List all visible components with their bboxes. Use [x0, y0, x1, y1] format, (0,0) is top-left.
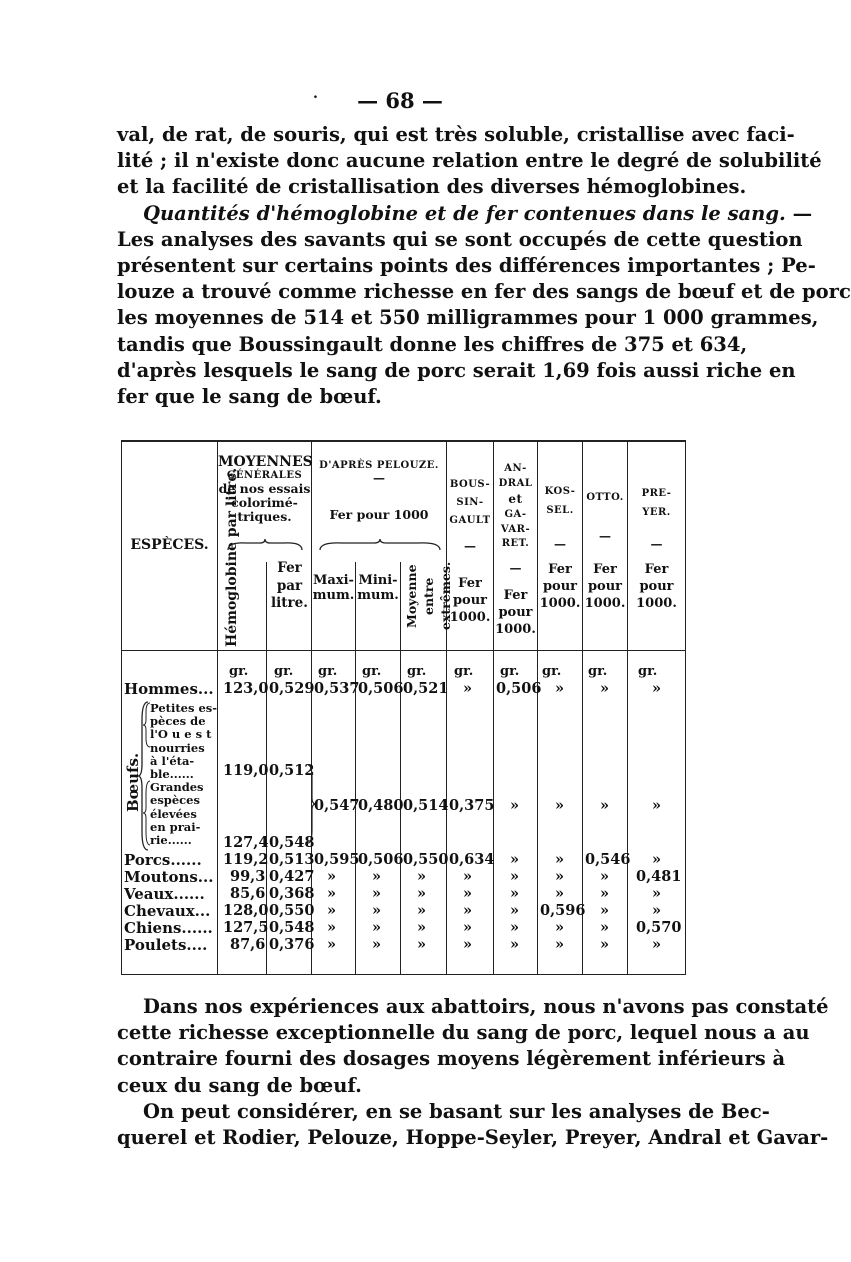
cell-boussingault: »: [463, 919, 473, 936]
header-line: GÉNÉRALES: [226, 470, 303, 482]
cell-hemo: 119,0: [223, 762, 269, 779]
page-number: [0, 88, 800, 113]
cell-hemo: 119,2: [223, 851, 269, 868]
header-line: Fer: [277, 560, 302, 576]
data-table: [121, 440, 686, 975]
header-fer-pour-mille: [583, 562, 627, 613]
header-line: mum.: [312, 587, 355, 603]
cell-otto: »: [600, 936, 610, 953]
cell-otto: 0,546: [585, 851, 631, 868]
cell-hemo: 127,4: [223, 834, 269, 851]
text-line: d'après lesquels le sang de porc serait 1,69 fois aussi riche en: [117, 358, 796, 382]
cell-otto: »: [600, 919, 610, 936]
cell-preyer: »: [652, 851, 662, 868]
cell-maxi: 0,595: [314, 851, 360, 868]
cell-moyenne: »: [417, 868, 427, 885]
cell-otto: »: [600, 680, 610, 697]
cell-kossel: »: [555, 919, 565, 936]
cell-mini: 0,506: [358, 680, 404, 697]
cell-kossel: »: [555, 797, 565, 814]
cell-andral: »: [510, 868, 520, 885]
cell-moyenne: 0,514: [403, 797, 449, 814]
header-fer-pour-mille: [628, 562, 685, 613]
header-line: de nos essais: [218, 480, 311, 496]
header-line: PRE-: [641, 488, 672, 499]
header-line: pour: [587, 578, 623, 594]
text-line: et la facilité de cristallisation des diverses hémoglobines.: [117, 175, 747, 199]
row-label: Chiens......: [124, 919, 213, 937]
header-line: triques.: [237, 509, 292, 525]
cell-kossel: »: [555, 851, 565, 868]
header-line: MOYENNES: [218, 454, 313, 470]
header-line: 1000.: [584, 595, 626, 611]
cell-moyenne: »: [417, 902, 427, 919]
header-fer-pour-mille: [494, 588, 537, 639]
sub-line: rie......: [150, 833, 192, 848]
header-mini: [356, 574, 400, 604]
cell-preyer: »: [652, 797, 662, 814]
header-kossel: [538, 482, 582, 520]
header-line: 1000.: [636, 595, 677, 611]
cell-boussingault: »: [463, 936, 473, 953]
cell-maxi: »: [327, 902, 337, 919]
header-line: SIN-: [456, 497, 484, 508]
cell-hemo: 99,3: [230, 868, 266, 885]
header-boussingault: [447, 476, 493, 530]
sub-column-rule: [266, 562, 267, 654]
cell-fer: 0,529: [269, 680, 315, 697]
unit-label: gr.: [229, 664, 249, 679]
header-rule: [122, 650, 685, 651]
header-line: Fer: [503, 588, 528, 603]
text-line: ceux du sang de bœuf.: [117, 1073, 362, 1097]
header-line: Maxi-: [313, 573, 354, 588]
header-line: 1000.: [495, 621, 536, 637]
header-line: KOS-: [544, 486, 576, 497]
cell-mini: 0,480: [358, 797, 404, 814]
cell-fer: 0,427: [269, 868, 315, 885]
cell-boussingault: »: [463, 868, 473, 885]
header-line: pour: [498, 604, 533, 620]
cell-otto: »: [600, 902, 610, 919]
cell-preyer: »: [652, 936, 662, 953]
cell-mini: »: [372, 885, 382, 902]
text-line: présentent sur certains points des différences importantes ; Pe-: [117, 253, 816, 277]
row-label: Chevaux...: [124, 902, 211, 920]
header-line: 1000.: [539, 595, 581, 611]
header-line: et: [508, 492, 523, 506]
text-line: tandis que Boussingault donne les chiffres de 375 et 634,: [117, 332, 748, 356]
header-line: Fer: [458, 576, 482, 591]
header-andral: [494, 462, 537, 552]
text-line: contraire fourni des dosages moyens légèrement inférieurs à: [117, 1047, 786, 1071]
section-dash: —: [785, 201, 813, 225]
cell-mini: »: [372, 868, 382, 885]
cell-kossel: »: [555, 680, 565, 697]
header-line: 1000.: [449, 609, 491, 625]
cell-fer: 0,512: [269, 762, 315, 779]
header-pelouze-dash: —: [373, 471, 385, 485]
boeufs-label: Bœufs.: [124, 752, 142, 812]
unit-label: gr.: [500, 664, 520, 679]
brace-icon: [143, 780, 151, 846]
unit-label: gr.: [454, 664, 474, 679]
cell-otto: »: [600, 868, 610, 885]
sub-line: Petites es-: [150, 701, 218, 715]
header-dash: —: [650, 537, 663, 551]
row-label: Veaux......: [124, 885, 205, 903]
cell-andral: »: [510, 936, 520, 953]
text-line: lité ; il n'existe donc aucune relation entre le degré de solubilité: [117, 149, 822, 173]
header-line: DRAL: [498, 477, 533, 489]
header-line: Fer: [644, 562, 669, 577]
column-rule: [582, 442, 583, 974]
cell-otto: »: [600, 885, 610, 902]
cell-andral: 0,506: [496, 680, 542, 697]
header-dash: —: [464, 539, 476, 553]
sub-line: pèces de: [150, 714, 206, 729]
section-heading-line: [117, 201, 813, 227]
header-line: SEL.: [546, 505, 574, 516]
cell-fer: 0,548: [269, 834, 315, 851]
unit-label: gr.: [542, 664, 562, 679]
cell-fer: 0,368: [269, 885, 315, 902]
text-line: querel et Rodier, Pelouze, Hoppe-Seyler, Preyer, Andral et Gavar-: [117, 1125, 829, 1149]
cell-maxi: »: [327, 885, 337, 902]
unit-label: gr.: [274, 664, 294, 679]
cell-fer: 0,376: [269, 936, 315, 953]
cell-boussingault: »: [463, 885, 473, 902]
header-line: pour: [452, 592, 488, 608]
sub-line: l'O u e s t: [150, 727, 212, 742]
cell-mini: 0,506: [358, 851, 404, 868]
column-rule: [537, 442, 538, 974]
cell-hemo: 128,0: [223, 902, 269, 919]
cell-mini: »: [372, 919, 382, 936]
unit-label: gr.: [318, 664, 338, 679]
header-line: RET.: [501, 538, 530, 550]
row-label: Porcs......: [124, 851, 202, 869]
cell-fer: 0,550: [269, 902, 315, 919]
page-number-text: — 68 —: [357, 88, 443, 113]
header-maxi: [312, 574, 355, 604]
unit-label: gr.: [588, 664, 608, 679]
header-line: YER.: [642, 507, 671, 518]
cell-preyer: »: [652, 680, 662, 697]
sub-line: espèces: [150, 793, 200, 808]
cell-fer: 0,548: [269, 919, 315, 936]
text-line: cette richesse exceptionnelle du sang de porc, lequel nous a au: [117, 1021, 810, 1045]
header-line: mum.: [357, 587, 399, 603]
header-line: par: [276, 577, 303, 594]
cell-kossel: »: [555, 936, 565, 953]
unit-label: gr.: [638, 664, 658, 679]
cell-hemo: 87,6: [230, 936, 266, 953]
header-dash: —: [509, 561, 522, 575]
cell-andral: »: [510, 851, 520, 868]
section-title: Quantités d'hémoglobine et de fer contenues dans le sang.: [143, 201, 786, 225]
sub-line: à l'éta-: [150, 753, 195, 768]
unit-label: gr.: [407, 664, 427, 679]
cell-fer: 0,513: [269, 851, 315, 868]
text-line: les moyennes de 514 et 550 milligrammes pour 1 000 grammes,: [117, 306, 819, 330]
header-especes: ESPÈCES.: [130, 537, 209, 553]
boeufs-sub: [150, 702, 217, 847]
cell-moyenne: »: [417, 936, 427, 953]
cell-moyenne: 0,521: [403, 680, 449, 697]
row-label: Moutons...: [124, 868, 214, 886]
text-line: On peut considérer, en se basant sur les analyses de Bec-: [143, 1099, 770, 1123]
text-line: val, de rat, de souris, qui est très soluble, cristallise avec faci-: [117, 123, 795, 146]
header-line: pour: [542, 578, 578, 594]
header-line: AN-: [504, 463, 527, 474]
cell-moyenne: »: [417, 885, 427, 902]
cell-moyenne: 0,550: [403, 851, 449, 868]
header-dash: —: [554, 537, 566, 551]
text-line: Les analyses des savants qui se sont occupés de cette question: [117, 227, 803, 251]
cell-preyer: »: [652, 902, 662, 919]
header-preyer: [628, 484, 685, 522]
cell-mini: »: [372, 902, 382, 919]
header-moyenne: Moyenne entre extrêmes.: [404, 561, 453, 631]
header-line: VAR-: [500, 523, 531, 535]
text-line: louze a trouvé comme richesse en fer des sangs de bœuf et de porc: [117, 280, 851, 304]
cell-maxi: »: [327, 868, 337, 885]
sub-line: en prai-: [150, 819, 201, 834]
page-dot: .: [313, 86, 318, 102]
sub-line: Grandes: [150, 780, 204, 795]
header-line: GA-: [504, 509, 527, 521]
cell-moyenne: »: [417, 919, 427, 936]
text-line: fer que le sang de bœuf.: [117, 384, 382, 408]
header-pelouze: D'APRÈS PELOUZE.: [319, 460, 439, 471]
cell-kossel: »: [555, 885, 565, 902]
header-hemoglobine: Hémoglobine par litre.: [224, 467, 240, 647]
cell-maxi: »: [327, 919, 337, 936]
header-line: Fer: [548, 562, 572, 577]
cell-kossel: »: [555, 868, 565, 885]
header-fer-pour-mille: [447, 576, 493, 627]
sub-column-rule: [400, 654, 401, 974]
header-line: GAULT: [449, 515, 491, 526]
cell-maxi: 0,547: [314, 797, 360, 814]
text-line: Dans nos expériences aux abattoirs, nous n'avons pas constaté: [143, 995, 829, 1018]
cell-maxi: 0,537: [314, 680, 360, 697]
header-fer-pour-1000: Fer pour 1000: [329, 507, 429, 522]
row-label: Hommes...: [124, 680, 214, 698]
cell-andral: »: [510, 797, 520, 814]
header-fer-pour-mille: [538, 562, 582, 613]
cell-kossel: 0,596: [540, 902, 586, 919]
header-otto: OTTO.: [586, 492, 624, 503]
header-line: pour: [639, 578, 674, 594]
header-line: litre.: [271, 595, 308, 612]
cell-hemo: 123,0: [223, 680, 269, 697]
cell-hemo: 85,6: [230, 885, 266, 902]
sub-column-rule: [355, 654, 356, 974]
header-line: Fer: [593, 562, 617, 577]
cell-preyer: 0,481: [636, 868, 682, 885]
cell-boussingault: »: [463, 902, 473, 919]
sub-line: ble......: [150, 767, 194, 782]
paragraph-1: [117, 122, 851, 410]
unit-label: gr.: [362, 664, 382, 679]
header-line: colorimé-: [231, 494, 298, 510]
cell-preyer: 0,570: [636, 919, 682, 936]
sub-line: nourries: [150, 740, 205, 755]
cell-boussingault: 0,375: [449, 797, 495, 814]
sub-column-rule: [400, 562, 401, 654]
header-fer-par-litre: [268, 560, 311, 613]
cell-boussingault: »: [463, 680, 473, 697]
cell-maxi: »: [327, 936, 337, 953]
cell-andral: »: [510, 902, 520, 919]
header-line: BOUS-: [449, 479, 491, 490]
cell-andral: »: [510, 919, 520, 936]
cell-otto: »: [600, 797, 610, 814]
brace-icon: [143, 702, 151, 748]
cell-boussingault: 0,634: [449, 851, 495, 868]
cell-mini: »: [372, 936, 382, 953]
cell-hemo: 127,5: [223, 919, 269, 936]
paragraph-3: [117, 994, 829, 1151]
sub-line: élevées: [150, 806, 197, 821]
cell-andral: »: [510, 885, 520, 902]
cell-preyer: »: [652, 885, 662, 902]
row-label: Poulets....: [124, 936, 208, 954]
header-line: Mini-: [358, 573, 398, 588]
header-dash: —: [599, 529, 611, 543]
